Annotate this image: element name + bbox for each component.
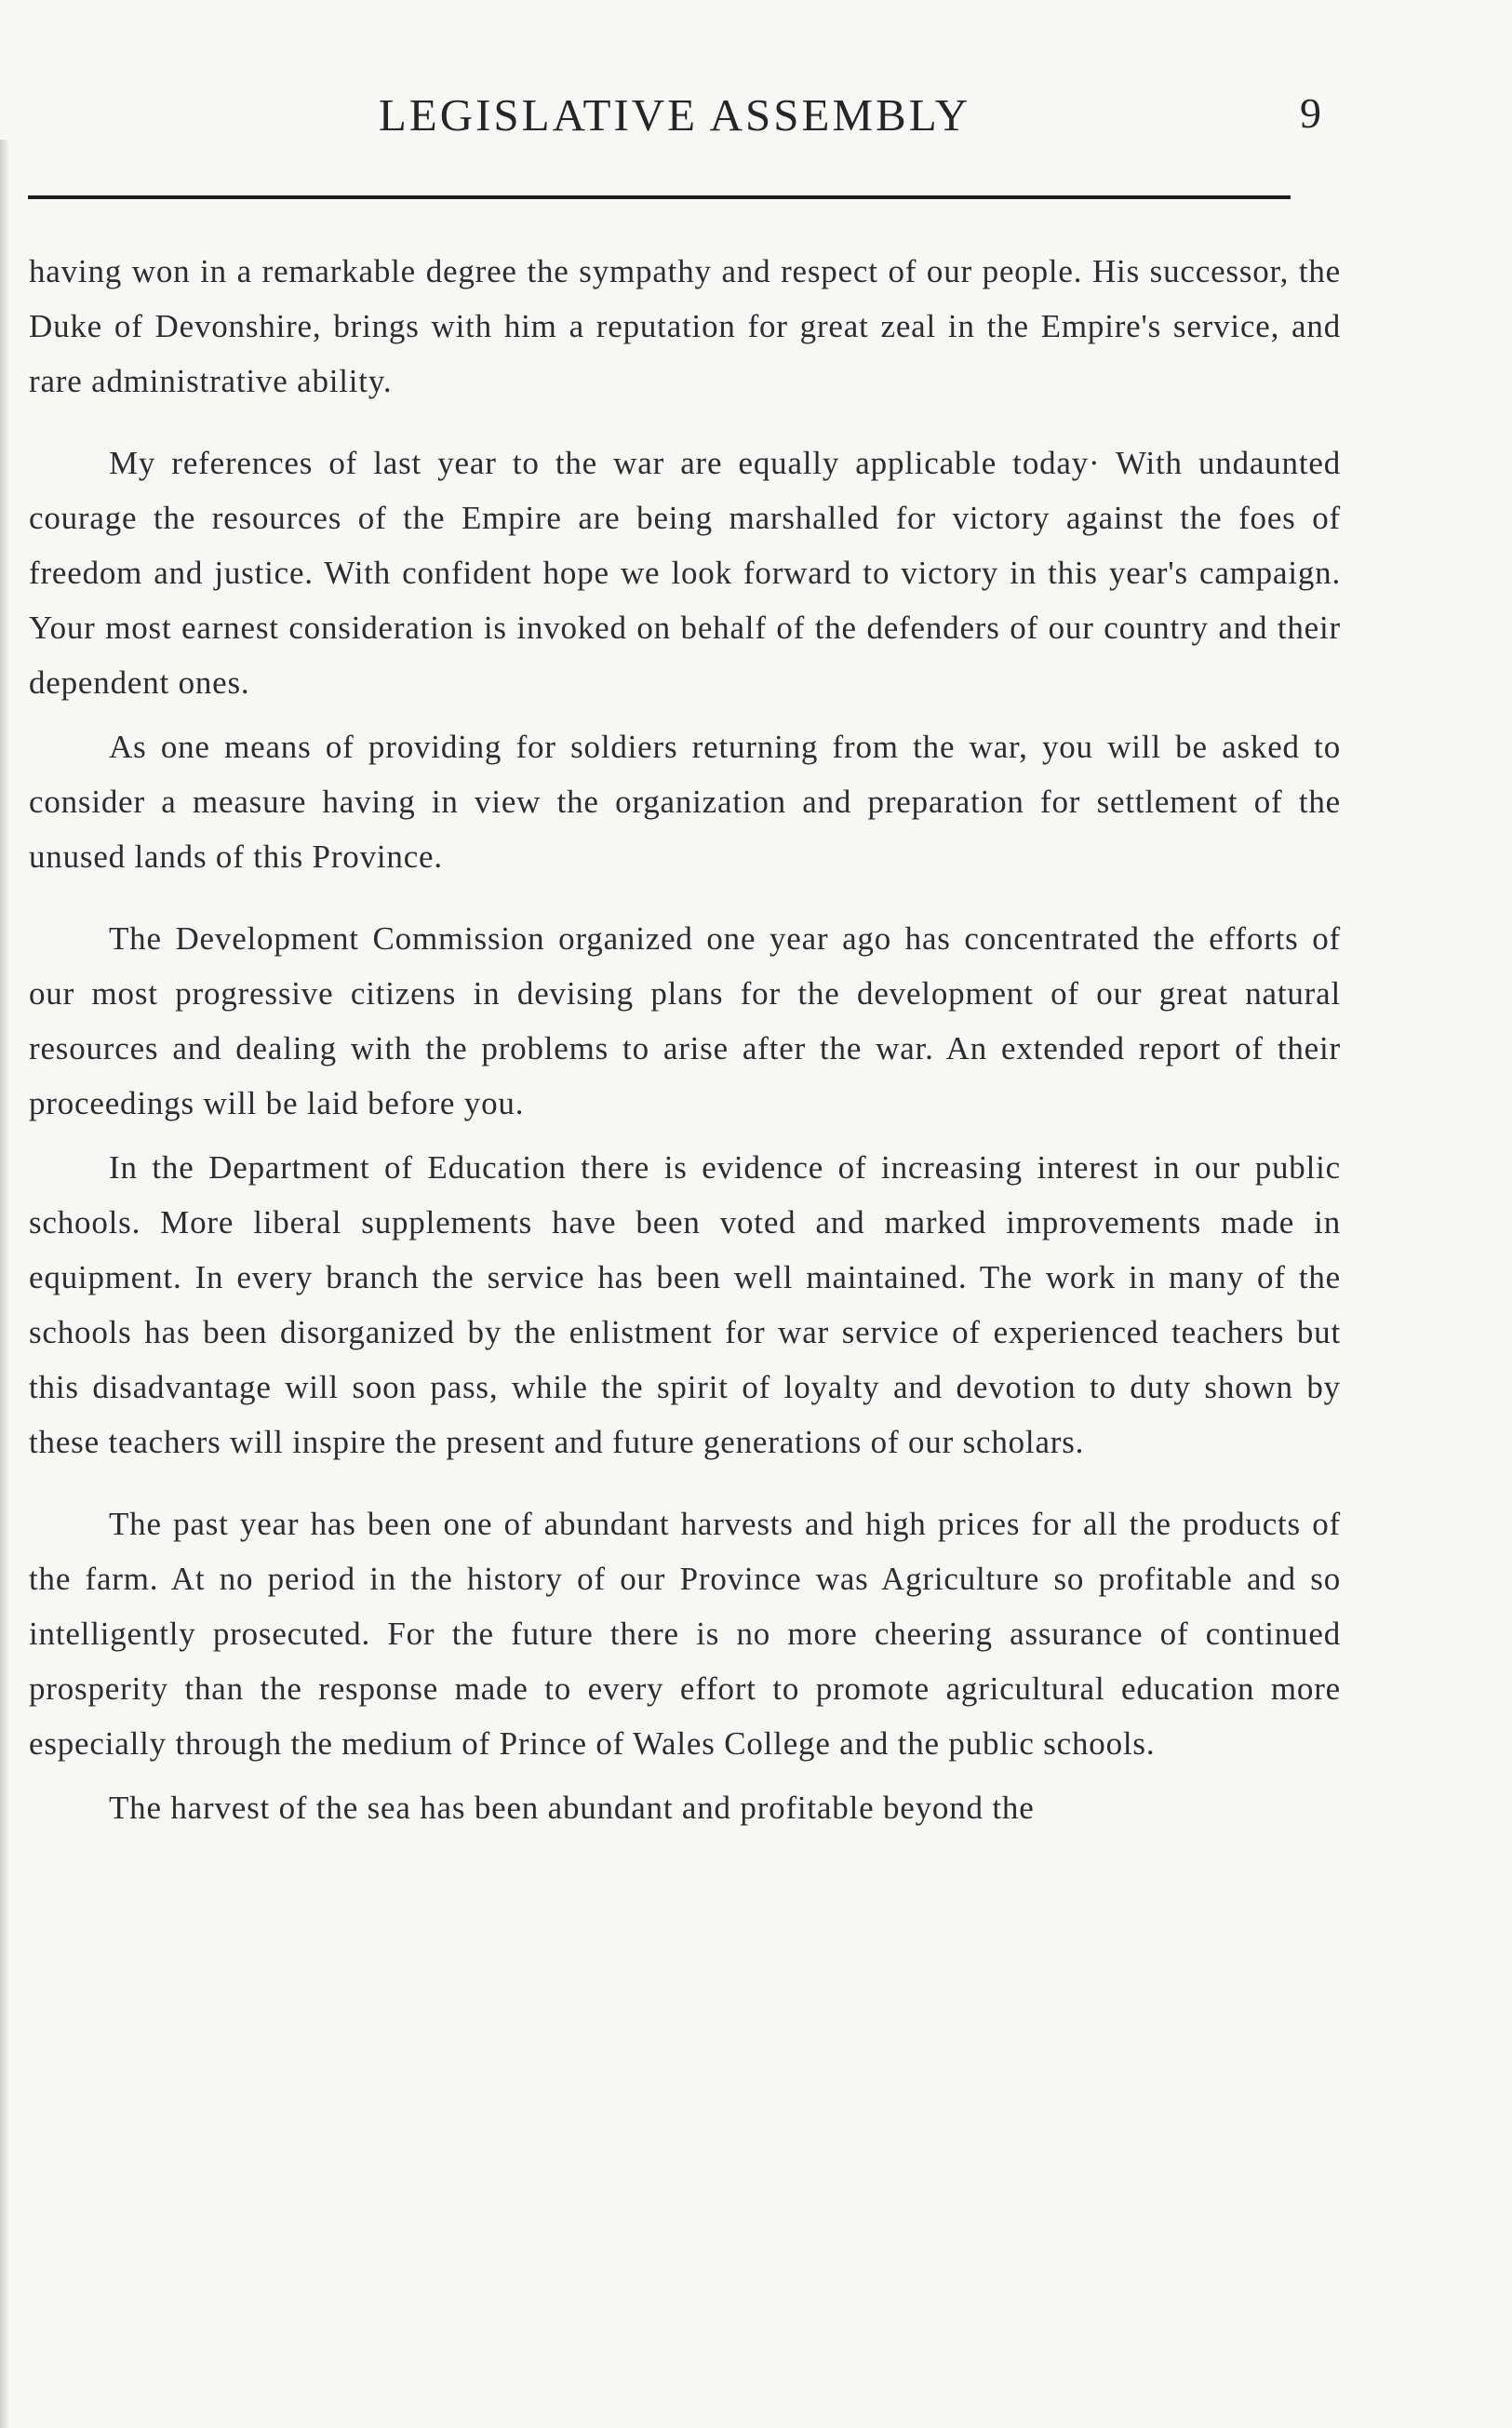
paragraph-education: In the Department of Education there is evidence of increasing interest in our public schools. More liberal supplements have been voted and marked improvements made in equipment. In every branch the service has been well maintained. The work in many of the schools has been disorganized by the enlistment for war service of experienced teachers but this disadvantage will soon pass, while the spirit of loyalty and devotion to duty shown by these teachers will inspire the present and future generations of our scholars. (29, 1149, 1341, 1460)
page-number: 9 (1300, 89, 1321, 137)
body-text (29, 244, 1341, 1835)
paragraph-soldiers: As one means of providing for soldiers returning from the war, you will be asked to consider a measure having in view the organization and preparation for settlement of the unused lands of this Province. (29, 729, 1341, 875)
paragraph-development-commission: The Development Commission organized one year ago has concentrated the efforts of our most progressive citizens in devising plans for the development of our great natural resources and dealing with the problems to arise after the war. An extended report of their proceedings will be laid before you. (29, 920, 1341, 1121)
paragraph-continued: having won in a remarkable degree the sympathy and respect of our people. His successor, the Duke of Devonshire, brings with him a reputation for great zeal in the Empire's service, and rare administrative ability. (29, 253, 1341, 399)
paragraph-fisheries: The harvest of the sea has been abundant and profitable beyond the (109, 1790, 1035, 1826)
running-title: LEGISLATIVE ASSEMBLY (378, 89, 971, 141)
paragraph-agriculture: The past year has been one of abundant harvests and high prices for all the products of the farm. At no period in the history of our Province was Agriculture so profitable and so intelligently prosecuted. For the future there is no more cheering assurance of continued prosperity than the response made to every effort to promote agricultural education more especially through the medium of Prince of Wales College and the public schools. (29, 1506, 1341, 1762)
paragraph-war: My references of last year to the war are equally applicable today· With undaunted courage the resources of the Empire are being marshalled for victory against the foes of freedom and justice. With confident hope we look forward to victory in this year's campaign. Your most earnest consideration is invoked on behalf of the defenders of our country and their dependent ones. (29, 445, 1341, 701)
running-header (28, 88, 1321, 154)
header-rule (28, 195, 1291, 199)
page-binding-shadow (0, 140, 9, 2428)
